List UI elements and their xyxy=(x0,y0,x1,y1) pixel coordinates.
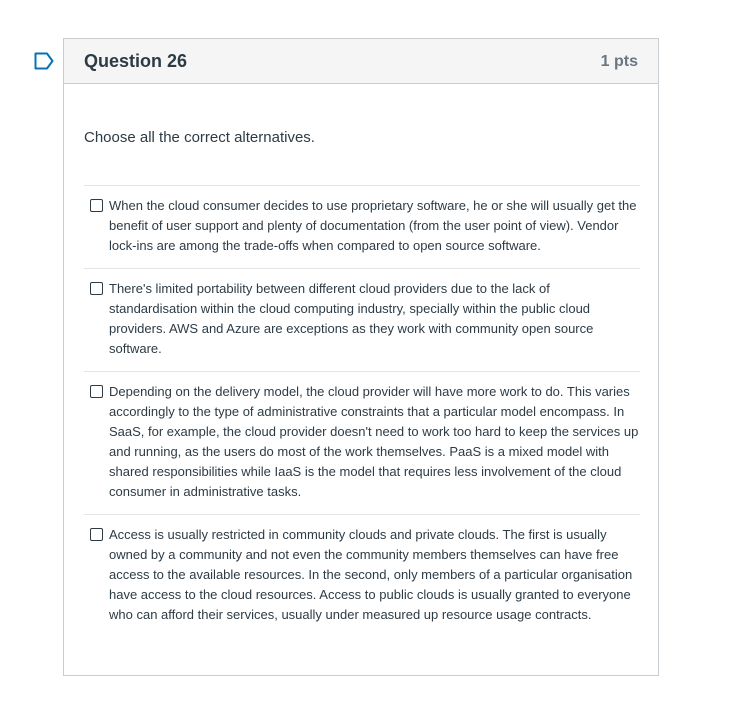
answer-checkbox-1[interactable] xyxy=(90,199,103,212)
question-title: Question 26 xyxy=(84,51,188,71)
answer-option-1[interactable] xyxy=(84,185,640,268)
answer-checkbox-2[interactable] xyxy=(90,282,103,295)
answer-label-2: There's limited portability between different cloud providers due to the lack of standardisation within the cloud computing industry, specially within the public cloud providers. AWS and Azure are exceptions as they work with community open source software. xyxy=(109,281,594,356)
answer-checkbox-4[interactable] xyxy=(90,528,103,541)
answer-label-1: When the cloud consumer decides to use proprietary software, he or she will usually get the benefit of user support and plenty of documentation (from the user point of view). Vendor lock-ins are among the trade-offs when compared to open source software. xyxy=(109,198,637,253)
answer-checkbox-3[interactable] xyxy=(90,385,103,398)
answer-option-3[interactable] xyxy=(84,371,640,514)
question-points: 1 pts xyxy=(600,53,638,70)
answer-option-4[interactable] xyxy=(84,514,640,637)
question-card xyxy=(63,38,659,676)
answer-label-4: Access is usually restricted in community clouds and private clouds. The first is usually owned by a community and not even the community members themselves can have free access to the available resources. In the second, only members of a particular organisation have access to the cloud resources. Access to public clouds is usually granted to everyone who can afford their services, usually under measured up resource usage contracts. xyxy=(109,527,633,622)
answer-option-2[interactable] xyxy=(84,268,640,371)
question-header xyxy=(64,39,658,84)
flag-question-icon[interactable] xyxy=(34,52,54,70)
answer-list xyxy=(84,185,640,637)
question-prompt: Choose all the correct alternatives. xyxy=(84,129,315,146)
answer-label-3: Depending on the delivery model, the cloud provider will have more work to do. This varies accordingly to the type of administrative constraints that a particular model encompass. In SaaS, for example, the cloud provider doesn't need to work too hard to keep the services up and running, as the users do most of the work themselves. PaaS is a mixed model with shared responsibilities while IaaS is the model that requires less involvement of the cloud consumer in administrative tasks. xyxy=(109,384,639,499)
